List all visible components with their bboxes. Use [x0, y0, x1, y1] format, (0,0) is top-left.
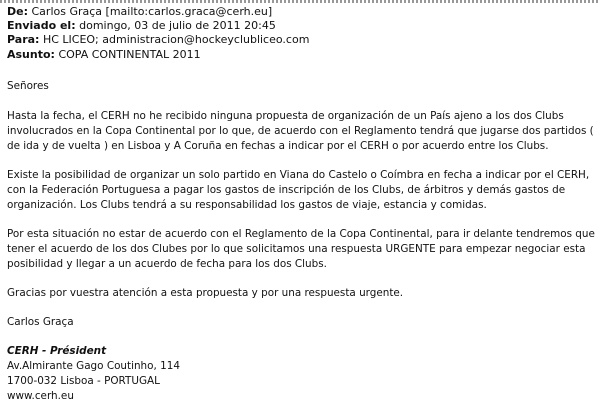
- signature-website: www.cerh.eu: [7, 390, 74, 402]
- subject-value: COPA CONTINENTAL 2011: [58, 47, 201, 61]
- to-row: [7, 33, 309, 47]
- subject-row: [7, 48, 309, 62]
- signature-address-line-2: 1700-032 Lisboa - PORTUGAL: [7, 375, 160, 387]
- signature-title: CERH - Président: [7, 345, 107, 357]
- sent-value: domingo, 03 de julio de 2011 20:45: [79, 19, 276, 33]
- sent-row: [7, 19, 309, 33]
- paragraph-2: Existe la posibilidad de organizar un solo partido en Viana do Castelo o Coímbra en fecha a indicar por el CERH, con la Federación Portuguesa a pagar los gastos de inscripción de los Clubs, de árbitros y demás gastos de organización. Los Clubs tendrá a su responsabilidad los gastos de viaje, estancia y comidas.: [7, 169, 590, 211]
- sent-label: Enviado el:: [7, 19, 76, 33]
- from-row: [7, 5, 309, 19]
- paragraph-1: Hasta la fecha, el CERH no he recibido ninguna propuesta de organización de un País ajeno a los dos Clubs involucrados en la Copa Continental por lo que, de acuerdo con el Reglamento tendrá que jugarse dos partidos ( de ida y de vuelta ) en Lisboa y A Coruña en fechas a indicar por el CERH o por acuerdo entre los Clubs.: [7, 110, 594, 152]
- signature-address-line-1: Av.Almirante Gago Coutinho, 114: [7, 360, 180, 372]
- signature-name: Carlos Graça: [7, 316, 74, 328]
- paragraph-3: Por esta situación no estar de acuerdo con el Reglamento de la Copa Continental, para ir delante tendremos que tener el acuerdo de los dos Clubes por lo que solicitamos una respuesta URGENTE para empezar negociar esta posibilidad y llegar a un acuerdo de fecha para los dos Clubs.: [7, 228, 595, 270]
- greeting: Señores: [7, 80, 49, 92]
- scan-top-edge: [0, 0, 600, 3]
- email-body: [7, 79, 595, 404]
- to-label: Para:: [7, 33, 40, 47]
- paragraph-4: Gracias por vuestra atención a esta propuesta y por una respuesta urgente.: [7, 287, 404, 299]
- from-value: Carlos Graça [mailto:carlos.graca@cerh.eu]: [31, 5, 273, 18]
- subject-label: Asunto:: [7, 47, 55, 61]
- from-label: De:: [7, 5, 28, 18]
- to-value: HC LICEO; administracion@hockeyclubliceo.com: [42, 33, 310, 47]
- email-header: [7, 5, 309, 62]
